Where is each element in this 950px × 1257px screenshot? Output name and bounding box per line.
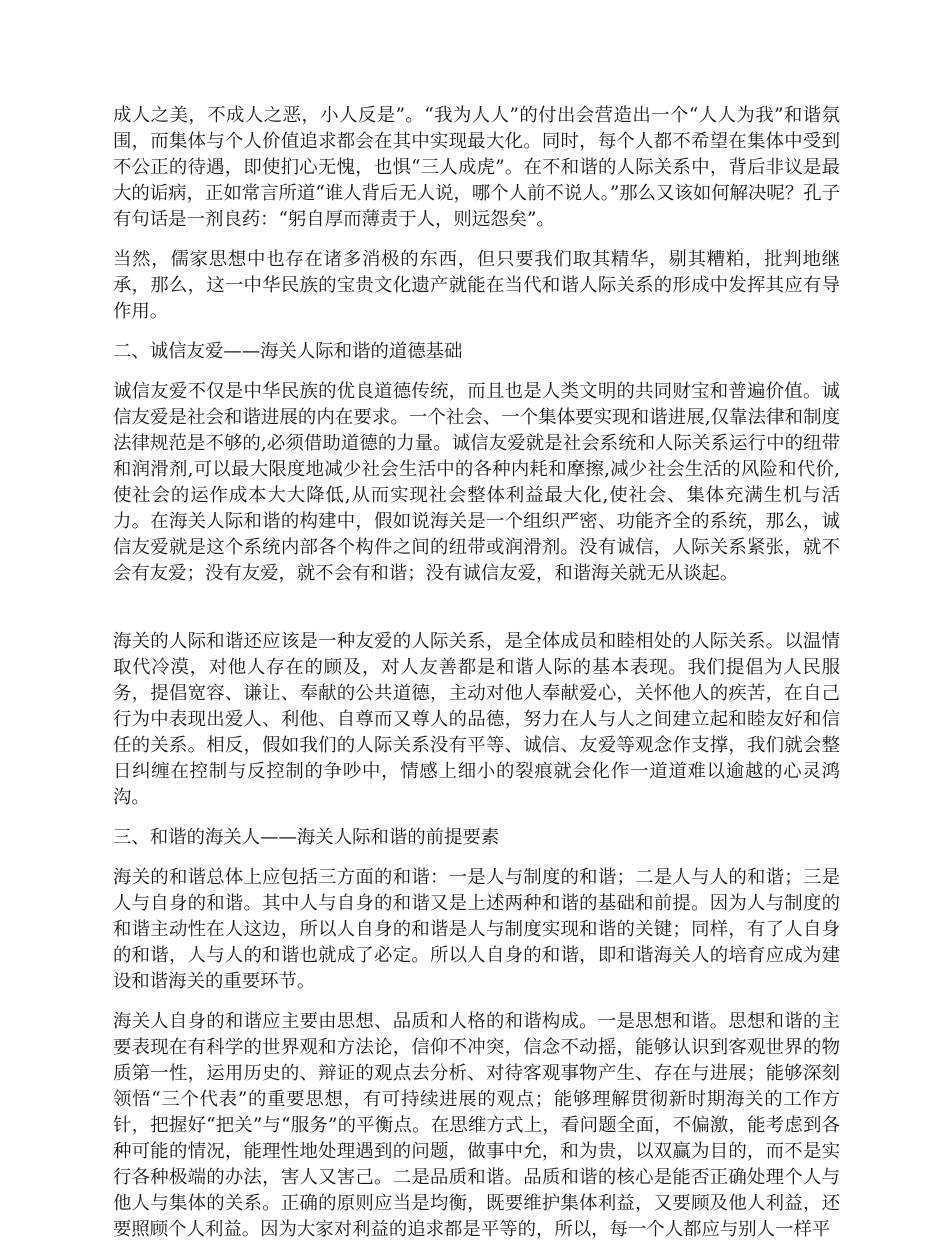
section-heading-3: 三、和谐的海关人——海关人际和谐的前提要素 [113, 827, 500, 848]
paragraph-confucian-harmony: 成人之美，不成人之恶，小人反是”。“我为人人”的付出会营造出一个“人人为我”和谐氛围，而集体与个人价值追求都会在其中实现最大化。同时，每个人都不希望在集体中受到不公正的待遇，即使扪心无愧，也惧“三人成虎”。在不和谐的人际关系中，背后非议是最大的诟病，正如常言所道“谁人背后无人说，哪个人前不说人。”那么又该如何解决呢？孔子有句话是一剂良药：“躬自厚而薄责于人，则远怨矣”。 [113, 105, 840, 230]
paragraph-integrity-friendship: 诚信友爱不仅是中华民族的优良道德传统，而且也是人类文明的共同财宝和普遍价值。诚信友爱是社会和谐进展的内在要求。一个社会、一个集体要实现和谐进展,仅靠法律和制度法律规范是不够的,必须借助道德的力量。诚信友爱就是社会系统和人际关系运行中的纽带和润滑剂,可以最大限度地减少社会生活中的各种内耗和摩擦,减少社会生活的风险和代价,使社会的运作成本大大降低,从而实现社会整体利益最大化,使社会、集体充满生机与活力。在海关人际和谐的构建中，假如说海关是一个组织严密、功能齐全的系统，那么，诚信友爱就是这个系统内部各个构件之间的纽带或润滑剂。没有诚信，人际关系紧张，就不会有友爱；没有友爱，就不会有和谐；没有诚信友爱，和谐海关就无从谈起。 [113, 381, 840, 584]
paragraph-spacer [113, 601, 840, 629]
paragraph-self-harmony: 海关人自身的和谐应主要由思想、品质和人格的和谐构成。一是思想和谐。思想和谐的主要表现在有科学的世界观和方法论，信仰不冲突，信念不动摇，能够认识到客观世界的物质第一性，运用历史的、辩证的观点去分析、对待客观事物产生、存在与进展；能够深刻领悟“三个代表”的重要思想，有可持续进展的观点；能够理解贯彻新时期海关的工作方针，把握好“把关”与“服务”的平衡点。在思维方式上，看问题全面，不偏激，能考虑到各种可能的情况，能理性地处理遇到的问题，做事中允，和为贵，以双赢为目的，而不是实行各种极端的办法，害人又害己。二是品质和谐。品质和谐的核心是能否正确处理个人与他人与集体的关系。正确的原则应当是均衡，既要维护集体利益，又要顾及他人利益，还要照顾个人利益。因为大家对利益的追求都是平等的，所以，每一个人都应与别人一样平 [113, 1011, 840, 1240]
paragraph-three-harmonies: 海关的和谐总体上应包括三方面的和谐：一是人与制度的和谐；二是人与人的和谐；三是人与自身的和谐。其中人与自身的和谐又是上述两种和谐的基础和前提。因为人与制度的和谐主动性在人这边，所以人自身的和谐是人与制度实现和谐的关键；同样，有了人自身的和谐，人与人的和谐也就成了必定。所以人自身的和谐，即和谐海关人的培育应成为建设和谐海关的重要环节。 [113, 867, 840, 992]
document-page [113, 103, 840, 1257]
paragraph-friendly-relations: 海关的人际和谐还应该是一种友爱的人际关系，是全体成员和睦相处的人际关系。以温情取代冷漠，对他人存在的顾及，对人友善都是和谐人际的基本表现。我们提倡为人民服务，提倡宽容、谦让、奉献的公共道德，主动对他人奉献爱心，关怀他人的疾苦，在自己行为中表现出爱人、利他、自尊而又尊人的品德，努力在人与人之间建立起和睦友好和信任的关系。相反，假如我们的人际关系没有平等、诚信、友爱等观念作支撑，我们就会整日纠缠在控制与反控制的争吵中，情感上细小的裂痕就会化作一道道难以逾越的心灵鸿沟。 [113, 631, 840, 808]
paragraph-confucian-legacy: 当然，儒家思想中也存在诸多消极的东西，但只要我们取其精华，剔其糟粕，批判地继承，那么，这一中华民族的宝贵文化遗产就能在当代和谐人际关系的形成中发挥其应有导作用。 [113, 249, 840, 322]
section-heading-2: 二、诚信友爱——海关人际和谐的道德基础 [113, 341, 463, 362]
